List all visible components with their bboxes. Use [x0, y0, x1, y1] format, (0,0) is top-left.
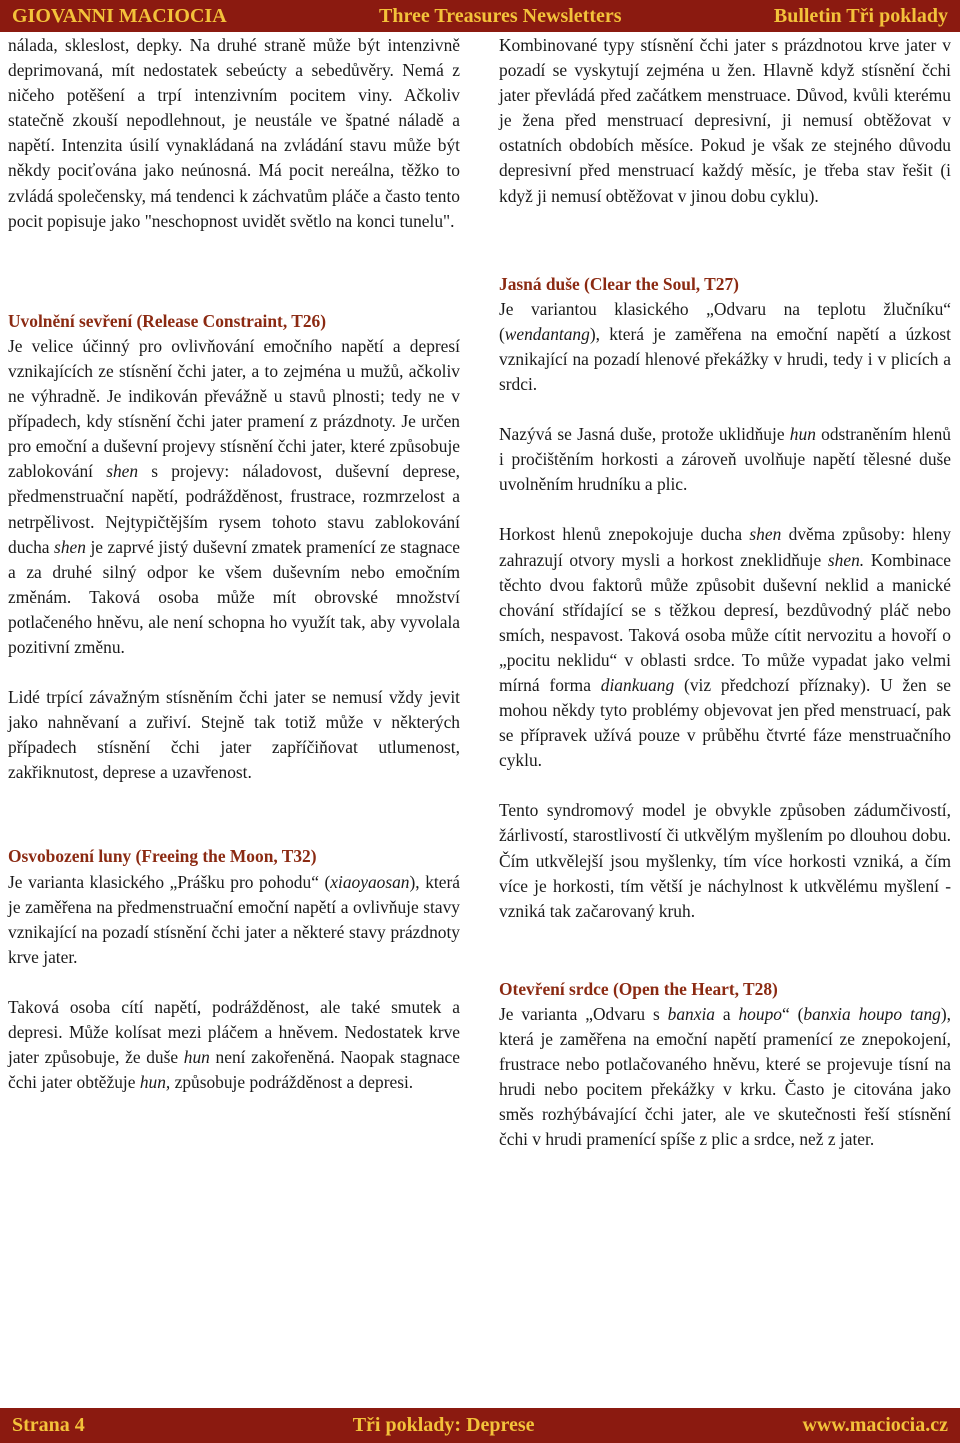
t27-paragraph-4: Tento syndromový model je obvykle způsoben zádumčivostí, žárlivostí, starostlivostí či utkvělým myšlením po dlouhou dobu. Čím utkvělejší jsou myšlenky, tím více horkosti vzniká, a čím více je horkosti, tím větší je náchylnost k utkvělému myšlení - vzniká tak začarovaný kruh.	[499, 800, 951, 921]
italic-term: shen.	[827, 549, 865, 570]
text-run: “ (	[781, 1003, 804, 1024]
italic-term: wendantang	[504, 323, 590, 344]
footer-website-link[interactable]: www.maciocia.cz	[802, 1414, 948, 1436]
t32-heading: Osvobození luny (Freeing the Moon, T32)	[8, 846, 317, 867]
footer-bar	[0, 1408, 960, 1443]
header-series: Three Treasures Newsletters	[378, 4, 622, 27]
italic-term: diankuang	[600, 674, 675, 695]
text-run: Nazývá se Jasná duše, protože uklidňuje	[499, 424, 790, 445]
text-run: dvěma způsoby: hleny zahrazují otvory mysli a horkost zneklidňuje	[499, 524, 951, 570]
text-run: Je varianta klasického „Prášku pro pohodu“ (	[8, 871, 331, 892]
t26-heading: Uvolnění sevření (Release Constraint, T26)	[8, 310, 326, 331]
text-run: ), která je zaměřena na emoční napětí a úzkost vznikající na pozadí hlenové překážky v hrudi, tedy i v plicích a srdci.	[499, 323, 951, 395]
text-run: s projevy: náladovost, duševní deprese, předmenstruační napětí, podrážděnost, frustrace, rozmrzelost a netrpělivost. Nejtypičtějším rysem tohoto stavu zablokování ducha	[8, 461, 460, 557]
t32-paragraph-1	[8, 870, 460, 970]
italic-term: shen	[749, 524, 782, 545]
t27-paragraph-2	[499, 422, 951, 497]
text-run: ), která je zaměřena na emoční napětí pramenící ze znepokojení, frustrace nebo potlačovaného hněvu, které se projevuje tísní na hrudi nebo pocitem překážky v krku. Často je citována jako směs rozhýbávající čchi jater, ale ve skutečnosti řeší stísnění čchi v hrudi pramenící spíše z plic a srdce, než z jater.	[499, 1003, 952, 1150]
footer-page-number: Strana 4	[12, 1414, 85, 1436]
text-run: (viz předchozí příznaky). U žen se mohou někdy tyto problémy objevovat jen před menstruací, pak se přípravek užívá pouze v průběhu čtvrté fáze menstruačního cyklu.	[499, 674, 951, 771]
t26-paragraph-1	[8, 334, 460, 660]
text-run: Kombinace těchto dvou faktorů může způsobit duševní neklid a manické chování střídající se s těžkou depresí, bezdůvodný pláč nebo smích, nespavost. Taková osoba může cítit nervozitu a hovoří o „pocitu neklidu“ v oblasti srdce. To může vypadat jako velmi mírná forma	[499, 549, 951, 695]
t28-heading: Otevření srdce (Open the Heart, T28)	[499, 978, 778, 999]
italic-term: shen	[54, 536, 86, 557]
text-run: způsobuje podrážděnost a depresi.	[170, 1072, 414, 1093]
left-intro-text: nálada, skleslost, depky. Na druhé straně může být intenzivně deprimovaná, mít nedostatek sebeúcty a sebedůvěry. Nemá z ničeho potěšení a trpí intenzivním pocitem viny. Ačkoliv statečně zkouší nepodlehnout, je neustále ve špatné náladě a napětí. Intenzita úsilí vynakládaná na zvládání stavu může být někdy pociťována jako neúnosná. Má pocit nereálna, těžko to zvládá společensky, má tendenci k záchvatům pláče a často tento pocit popisuje jako "neschopnost uvidět světlo na konci tunelu".	[8, 35, 460, 231]
header-bulletin: Bulletin Tři poklady	[773, 4, 948, 27]
text-run: a	[715, 1003, 739, 1024]
italic-term: hun,	[139, 1072, 171, 1093]
t32-paragraph-2	[8, 995, 460, 1095]
italic-term: banxia	[667, 1003, 715, 1024]
text-run: je zaprvé jistý duševní zmatek pramenící ze stagnace a za druhé silný odpor ke všem duševním nebo emočním změnám. Taková osoba může mít obrovské množství potlačeného hněvu, ale není schopna ho využít tak, aby vyvolala pozitivní změnu.	[8, 536, 460, 657]
text-run: Taková osoba cítí napětí, podrážděnost, ale také smutek a depresi. Může kolísat mezi pláčem a hněvem. Nedostatek krve jater způsobuje, že duše	[8, 996, 460, 1068]
t26-paragraph-2: Lidé trpící závažným stísněním čchi jater se nemusí vždy jevit jako nahněvaní a zuřiví. Stejně tak totiž může v některých případech stísnění čchi jater zapříčiňovat utlumenost, zakřiknutost, deprese a uzavřenost.	[8, 687, 460, 783]
right-column	[499, 33, 951, 1177]
t27-paragraph-3	[499, 522, 951, 773]
header-bar	[0, 0, 960, 32]
text-run: není zakořeněná. Naopak stagnace čchi jater obtěžuje	[8, 1047, 460, 1093]
italic-term: shen	[106, 461, 139, 482]
t27-paragraph-1	[499, 297, 951, 397]
t27-heading: Jasná duše (Clear the Soul, T27)	[499, 273, 739, 294]
italic-term: hun	[789, 424, 816, 445]
italic-term: banxia houpo tang	[803, 1003, 941, 1024]
text-run: Je varianta „Odvaru s	[499, 1003, 668, 1024]
footer-topic: Tři poklady: Deprese	[352, 1414, 535, 1436]
text-run: Horkost hlenů znepokojuje ducha	[499, 524, 750, 545]
text-run: Je variantou klasického „Odvaru na teplotu žlučníku“ (	[499, 298, 951, 344]
header-author: GIOVANNI MACIOCIA	[12, 4, 227, 27]
italic-term: houpo	[738, 1003, 782, 1024]
left-intro-paragraph	[8, 33, 460, 234]
italic-term: hun	[183, 1047, 210, 1068]
italic-term: xiaoyaosan	[330, 871, 410, 892]
text-run: ), která je zaměřena na předmenstruační emoční napětí a ovlivňuje stavy vznikající na pozadí stísnění čchi jater a některé stavy prázdnoty krve jater.	[8, 871, 460, 967]
text-run: odstraněním hlenů i pročištěním horkosti a zároveň uvolňuje napětí tělesné duše uvolněním hrudníku a plic.	[499, 424, 951, 495]
right-intro-paragraph: Kombinované typy stísnění čchi jater s prázdnotou krve jater v pozadí se vyskytují zejména u žen. Hlavně když stísnění čchi jater převládá před začátkem menstruace. Důvod, kvůli kterému je žena před menstruací depresivní, ji nemusí obtěžovat v ostatních obdobích měsíce. Pokud je však ze stejného důvodu depresivní před menstruací každý měsíc, je třeba stav řešit (i když ji nemusí obtěžovat v jinou dobu cyklu).	[499, 35, 951, 206]
left-column	[8, 33, 460, 1120]
text-run: Je velice účinný pro ovlivňování emočního napětí a depresí vznikajících ze stísnění čchi jater, a to zejména u mužů, ačkoliv ne výhradně. Je indikován převážně u stavů plnosti; tedy ne v případech, kdy stísnění čchi jater pramení z prázdnoty. Je určen pro emoční a duševní projevy stísnění čchi jater, které způsobuje zablokování	[8, 335, 460, 482]
t28-paragraph-1	[499, 1002, 951, 1153]
